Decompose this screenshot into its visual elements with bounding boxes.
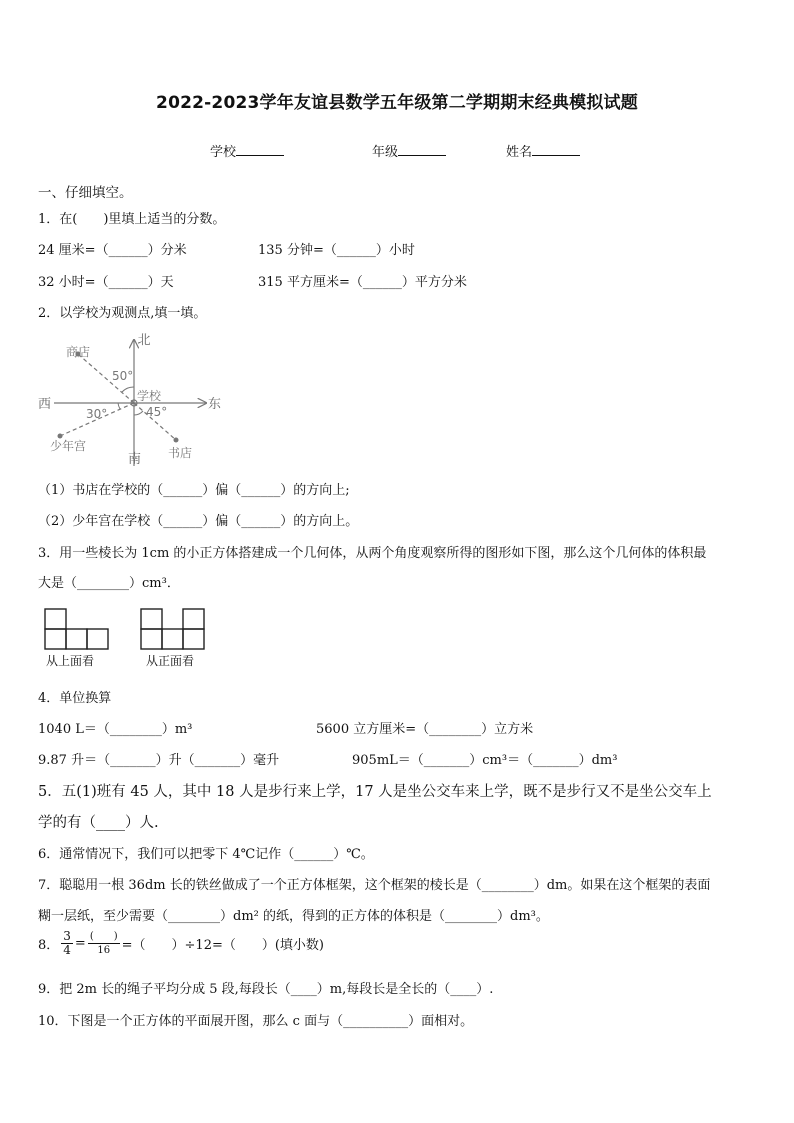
q1-stem: 1．在( )里填上适当的分数。 <box>38 212 226 227</box>
youth-palace-label: 少年宫 <box>50 439 87 453</box>
q8-rest: =（ ）÷12=（ ）(填小数) <box>121 938 325 953</box>
north-label: 北 <box>137 333 151 348</box>
q3-line1: 3．用一些棱长为 1cm 的小正方体搭建成一个几何体，从两个角度观察所得的图形如下图，那么这个几何体的体积最 <box>38 546 707 561</box>
name-field[interactable] <box>506 141 580 160</box>
q8-fraction-2[interactable]: $\frac{( )}{16}$ <box>89 931 118 956</box>
q9-text: 9．把 2m 长的绳子平均分成 5 段,每段长（____）m,每段长是全长的（____）. <box>38 982 494 997</box>
angle-shop-label: 50° <box>112 369 134 383</box>
west-label: 西 <box>38 397 52 412</box>
bookstore-point <box>174 438 179 443</box>
angle-youth-label: 30° <box>86 407 108 421</box>
q8-row <box>38 930 324 957</box>
name-label: 姓名 <box>506 145 533 160</box>
youth-palace-point <box>58 434 63 439</box>
page-title: 2022-2023学年友谊县数学五年级第二学期期末经典模拟试题 <box>156 93 638 113</box>
east-label: 东 <box>208 397 222 412</box>
section-heading: 一、仔细填空。 <box>38 185 133 201</box>
angle-book-label: 45° <box>146 405 168 419</box>
q4-item-a: 1040 L＝（________）m³ <box>38 722 193 737</box>
grade-label: 年级 <box>372 145 399 160</box>
q3-line2: 大是（________）cm³． <box>38 576 180 591</box>
q1-item-c: 32 小时=（______）天 <box>38 275 174 290</box>
q7-line1: 7．聪聪用一根 36dm 长的铁丝做成了一个正方体框架，这个框架的棱长是（________）dm。如果在这个框架的表面 <box>38 878 711 893</box>
shop-label: 商店 <box>66 345 91 359</box>
q1-item-d: 315 平方厘米=（______）平方分米 <box>258 275 467 290</box>
q1-item-b: 135 分钟=（______）小时 <box>258 243 415 258</box>
grade-blank[interactable] <box>398 143 446 156</box>
compass-diagram <box>36 330 236 468</box>
q7-line2: 糊一层纸，至少需要（________）dm² 的纸，得到的正方体的体积是（________）dm³。 <box>38 909 549 924</box>
q1-item-a: 24 厘米=（______）分米 <box>38 243 187 258</box>
q2-stem: 2．以学校为观测点,填一填。 <box>38 306 207 321</box>
q4-item-b: 5600 立方厘米=（________）立方米 <box>316 722 534 737</box>
q2-sub2: （2）少年宫在学校（______）偏（______）的方向上。 <box>38 514 359 529</box>
school-blank[interactable] <box>236 143 284 156</box>
school-label: 学校 <box>137 389 162 403</box>
q10-text: 10．下图是一个正方体的平面展开图，那么 c 面与（__________）面相对。 <box>38 1014 474 1029</box>
q8-equals: = <box>74 936 86 951</box>
q2-sub1: （1）书店在学校的（______）偏（______）的方向上; <box>38 483 350 498</box>
bookstore-label: 书店 <box>168 446 193 460</box>
q5-line1: 5．五(1)班有 45 人，其中 18 人是步行来上学，17 人是坐公交车来上学，既不是步行又不是坐公交车上 <box>38 784 712 800</box>
q4-item-d: 905mL＝（_______）cm³＝（_______）dm³ <box>352 753 618 768</box>
q8-fraction-1: $\frac{3}{4}$ <box>63 929 71 957</box>
school-label: 学校 <box>210 145 237 160</box>
q5-line2: 学的有（____）人. <box>38 815 159 831</box>
q4-stem: 4．单位换算 <box>38 691 112 706</box>
front-view-label: 从正面看 <box>146 654 195 668</box>
name-blank[interactable] <box>532 143 580 156</box>
front-view-figure <box>140 606 210 652</box>
q4-item-c: 9.87 升＝（_______）升（_______）毫升 <box>38 753 280 768</box>
q6-text: 6．通常情况下，我们可以把零下 4℃记作（______）℃。 <box>38 847 374 862</box>
top-view-figure <box>44 606 114 652</box>
south-label: 南 <box>128 452 142 467</box>
q8-prefix: 8． <box>38 938 60 953</box>
grade-field[interactable] <box>372 141 446 160</box>
school-field[interactable] <box>210 141 284 160</box>
top-view-label: 从上面看 <box>46 654 95 668</box>
